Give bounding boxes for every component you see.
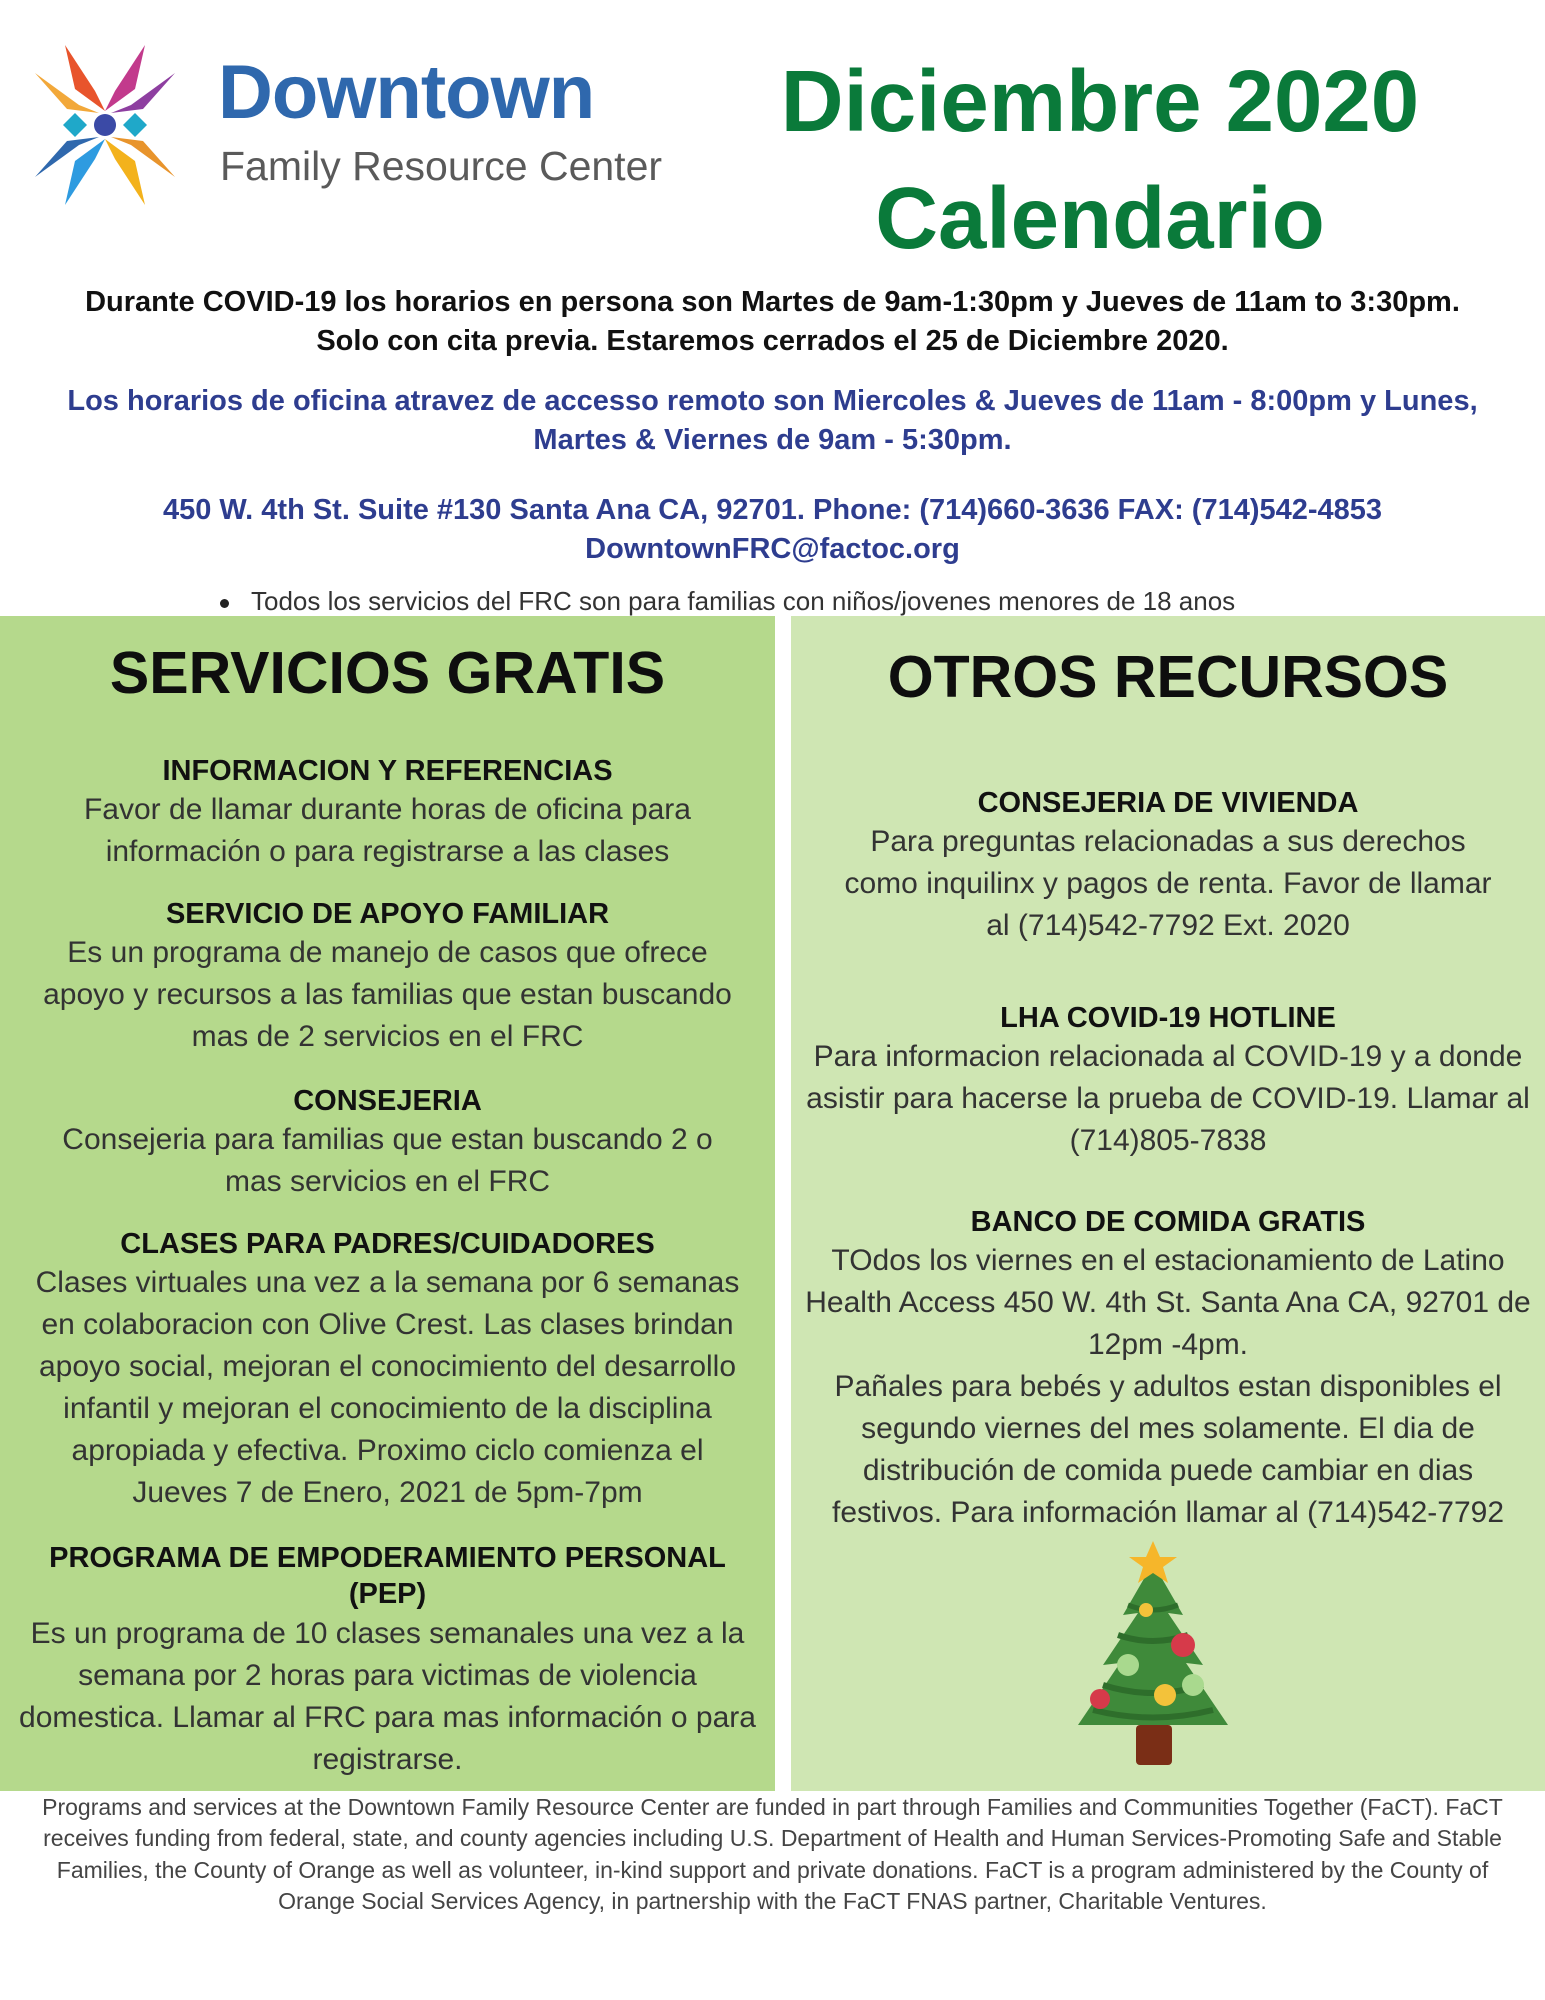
section-title: CONSEJERIA bbox=[293, 1085, 482, 1117]
service-apoyo-familiar bbox=[0, 896, 775, 1058]
brand-subtitle: Family Resource Center bbox=[220, 143, 663, 189]
eligibility-bullet bbox=[220, 586, 1235, 617]
remote-hours: Los horarios de oficina atravez de accesso remoto son Miercoles & Jueves de 11am - 8:00pm y Lunes, Martes & Viernes de 9am - 5:30pm. bbox=[67, 385, 1478, 457]
eligibility-text: Todos los servicios del FRC son para familias con niños/jovenes menores de 18 anos bbox=[251, 586, 1236, 616]
contact-block bbox=[60, 491, 1485, 569]
section-body: Consejeria para familias que estan buscando 2 o mas servicios en el FRC bbox=[62, 1123, 713, 1199]
page-title-month: Diciembre 2020 bbox=[780, 53, 1420, 150]
section-title: INFORMACION Y REFERENCIAS bbox=[162, 755, 613, 787]
service-clases-padres bbox=[0, 1226, 775, 1514]
section-title: SERVICIO DE APOYO FAMILIAR bbox=[165, 898, 610, 930]
address-line: 450 W. 4th St. Suite #130 Santa Ana CA, 92701. Phone: (714)660-3636 FAX: (714)542-4853 bbox=[162, 494, 1383, 526]
section-body: Es un programa de 10 clases semanales una vez a la semana por 2 horas para victimas de violencia domestica. Llamar al FRC para mas información o para registrarse. bbox=[19, 1616, 756, 1776]
service-info-referencias bbox=[0, 753, 775, 873]
page-title-calendar: Calendario bbox=[875, 170, 1325, 267]
service-consejeria bbox=[0, 1083, 775, 1203]
funding-footer: Programs and services at the Downtown Family Resource Center are funded in part through Families and Communities Together (FaCT). FaCT receives funding from federal, state, and county agencies including U.S. Department of Health and Human Services-Promoting Safe and Stable Families, the County of Orange as well as volunteer, in-kind support and private donations. FaCT is a program administered by the County of Orange Social Services Agency, in partnership with the FaCT FNAS partner, Charitable Ventures. bbox=[42, 1794, 1503, 1914]
otros-heading: OTROS RECURSOS bbox=[887, 644, 1449, 710]
email-link[interactable]: DowntownFRC@factoc.org bbox=[585, 533, 960, 566]
section-body: TOdos los viernes en el estacionamiento de Latino Health Access 450 W. 4th St. Santa Ana CA, 92701 de 12pm -4pm. bbox=[805, 1244, 1531, 1362]
section-body: Para informacion relacionada al COVID-19 y a donde asistir para hacerse la prueba de COVID-19. Llamar al (714)805-7838 bbox=[806, 1040, 1530, 1158]
christmas-tree-icon bbox=[1058, 1535, 1248, 1775]
servicios-panel bbox=[0, 616, 775, 1791]
section-title: LHA COVID-19 HOTLINE bbox=[1000, 1002, 1336, 1034]
section-body: Clases virtuales una vez a la semana por 6 semanas en colaboracion con Olive Crest. Las clases brindan apoyo social, mejoran el conocimiento del desarrollo infantil y mejoran el conocimiento de la disciplina apropiada y efectiva. Proximo ciclo comienza el Jueves 7 de Enero, 2021 de 5pm-7pm bbox=[35, 1266, 740, 1510]
section-body: Es un programa de manejo de casos que ofrece apoyo y recursos a las familias que estan buscando mas de 2 servicios en el FRC bbox=[43, 936, 732, 1054]
starburst-logo-icon bbox=[30, 35, 180, 215]
section-title: CLASES PARA PADRES/CUIDADORES bbox=[120, 1228, 655, 1260]
section-title: BANCO DE COMIDA GRATIS bbox=[970, 1206, 1366, 1238]
resource-vivienda bbox=[791, 785, 1545, 947]
resource-covid-hotline bbox=[791, 1000, 1545, 1162]
section-body: Para preguntas relacionadas a sus derechos como inquilinx y pagos de renta. Favor de llamar al (714)542-7792 Ext. 2020 bbox=[844, 825, 1492, 943]
section-body: Favor de llamar durante horas de oficina para información o para registrarse a las clases bbox=[83, 793, 691, 869]
resource-banco-comida bbox=[791, 1204, 1545, 1534]
servicios-heading: SERVICIOS GRATIS bbox=[109, 640, 666, 706]
section-title: PROGRAMA DE EMPODERAMIENTO PERSONAL (PEP) bbox=[49, 1542, 726, 1611]
bullet-dot-icon bbox=[220, 599, 229, 608]
section-title: CONSEJERIA DE VIVIENDA bbox=[977, 787, 1359, 819]
section-body-2: Pañales para bebés y adultos estan disponibles el segundo viernes del mes solamente. El dia de distribución de comida puede cambiar en dias festivos. Para información llamar al (714)542-7792 bbox=[832, 1370, 1504, 1530]
brand-name: Downtown bbox=[218, 50, 595, 135]
service-pep bbox=[0, 1540, 775, 1781]
in-person-hours: Durante COVID-19 los horarios en persona son Martes de 9am-1:30pm y Jueves de 11am to 3:30pm. Solo con cita previa. Estaremos cerrados el 25 de Diciembre 2020. bbox=[85, 286, 1460, 358]
